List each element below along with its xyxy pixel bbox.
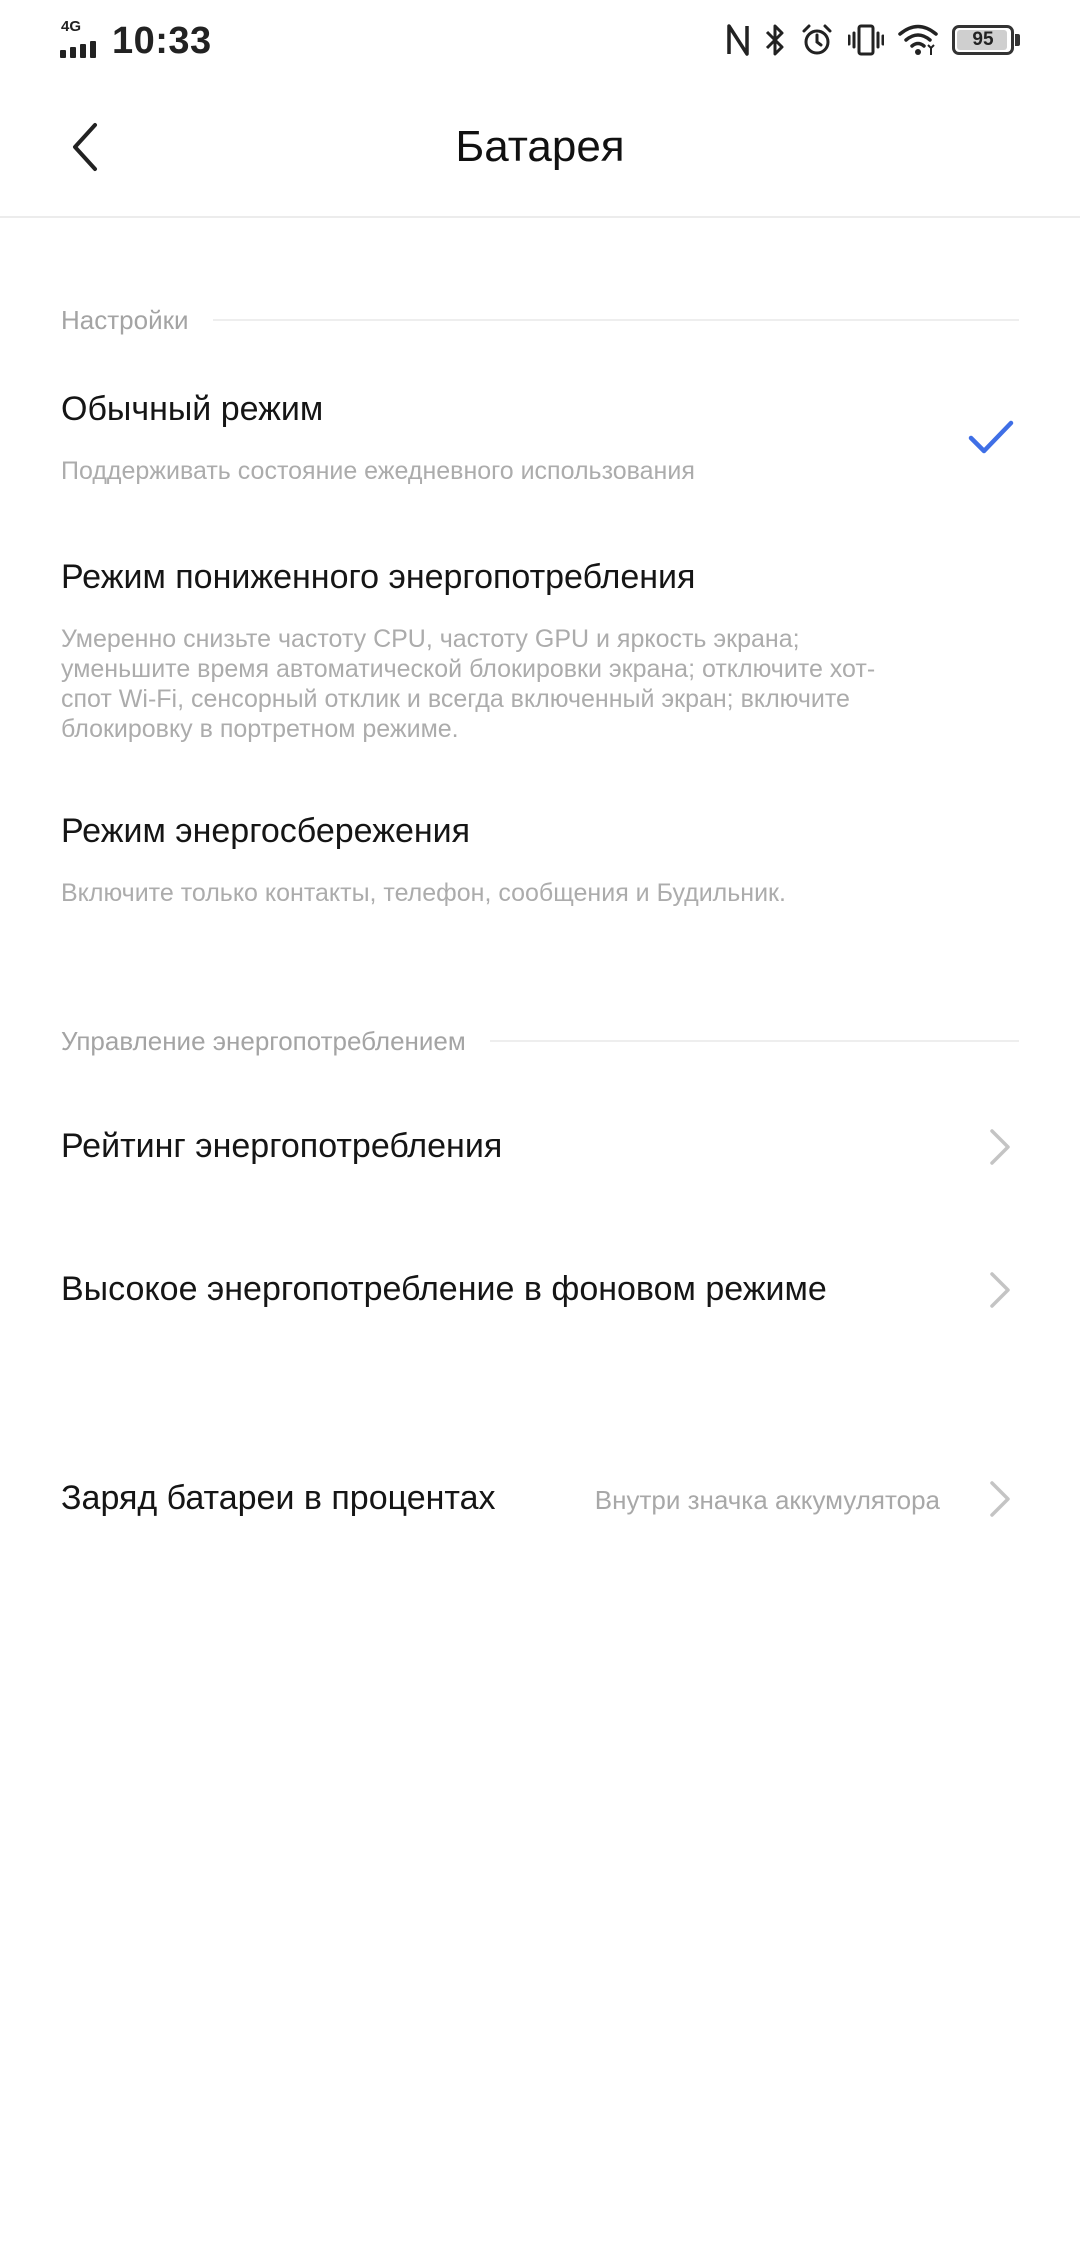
section-label: Настройки (61, 304, 189, 335)
status-time: 10:33 (112, 19, 212, 62)
option-low-power-mode[interactable] (0, 538, 1080, 748)
battery-percent: 95 (972, 29, 994, 50)
power-consumption-ranking-row[interactable] (0, 1093, 1080, 1203)
status-bar-left (60, 16, 212, 66)
section-divider (213, 319, 1020, 321)
option-description: Умеренно снизьте частоту CPU, частоту GPU и яркость экрана; уменьшите время автоматической блокировки экрана; отключите хот-спот Wi-Fi, сенсорный отклик и всегда включенный экран; включите блокировку в портретном режиме. (61, 625, 876, 743)
section-header-power-management (61, 1021, 1019, 1061)
nfc-icon (726, 23, 750, 57)
battery-icon (952, 25, 1020, 55)
battery-percentage-row[interactable] (0, 1445, 1080, 1555)
vibrate-icon (848, 23, 884, 57)
network-type: 4G (61, 18, 82, 35)
cellular-signal-icon (60, 18, 102, 64)
option-title: Обычный режим (61, 390, 324, 428)
option-description: Включите только контакты, телефон, сообщения и Будильник. (61, 879, 786, 907)
chevron-right-icon (988, 1270, 1012, 1310)
option-title: Режим пониженного энергопотребления (61, 558, 696, 596)
chevron-right-icon (988, 1479, 1012, 1519)
option-description: Поддерживать состояние ежедневного использования (61, 457, 695, 485)
row-value: Внутри значка аккумулятора (594, 1485, 940, 1515)
row-title: Высокое энергопотребление в фоновом режиме (61, 1270, 827, 1308)
option-title: Режим энергосбережения (61, 812, 471, 850)
high-background-consumption-row[interactable] (0, 1236, 1080, 1346)
row-title: Заряд батареи в процентах (61, 1479, 496, 1517)
section-divider (490, 1040, 1019, 1042)
option-normal-mode[interactable] (0, 370, 1080, 500)
section-label: Управление энергопотреблением (61, 1025, 466, 1056)
top-bar (0, 80, 1080, 218)
row-title: Рейтинг энергопотребления (61, 1127, 503, 1165)
status-bar (0, 0, 1080, 80)
chevron-right-icon (988, 1127, 1012, 1167)
option-power-saving-mode[interactable] (0, 792, 1080, 922)
alarm-icon (800, 23, 834, 57)
section-header-settings (61, 300, 1019, 340)
bluetooth-icon (764, 23, 786, 57)
status-bar-right (726, 18, 1020, 62)
checkmark-icon (968, 418, 1014, 458)
wifi-icon (898, 23, 938, 57)
page-title: Батарея (455, 122, 625, 171)
